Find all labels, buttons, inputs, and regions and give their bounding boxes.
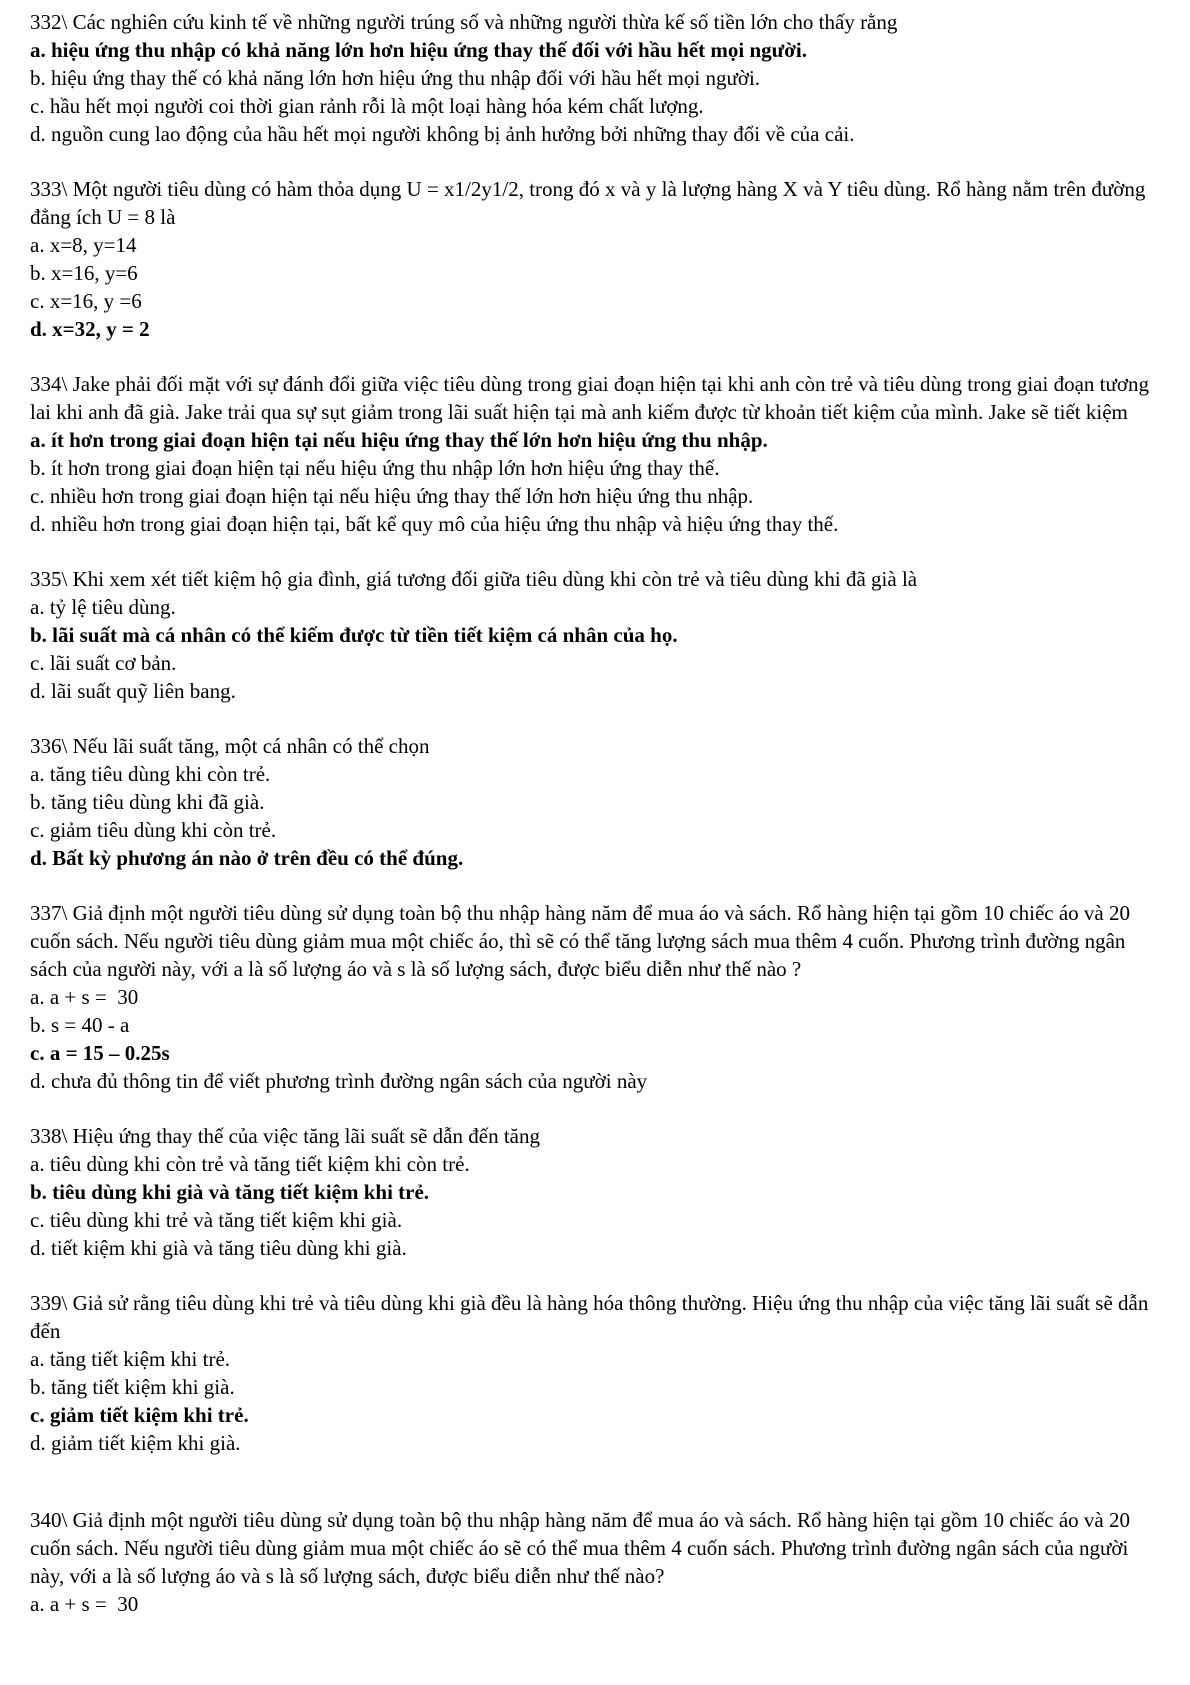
question-prompt: 338\ Hiệu ứng thay thế của việc tăng lãi suất sẽ dẫn đến tăng (30, 1124, 540, 1148)
answer-option-339-a: a. tăng tiết kiệm khi trẻ. (30, 1347, 231, 1371)
answer-option-335-a: a. tỷ lệ tiêu dùng. (30, 595, 176, 619)
question-337 (30, 899, 1164, 1095)
answer-option-335-b: b. lãi suất mà cá nhân có thể kiếm được từ tiền tiết kiệm cá nhân của họ. (30, 623, 678, 647)
answer-option-332-b: b. hiệu ứng thay thế có khả năng lớn hơn hiệu ứng thu nhập đối với hầu hết mọi người. (30, 66, 761, 90)
answer-option-334-d: d. nhiều hơn trong giai đoạn hiện tại, bất kể quy mô của hiệu ứng thu nhập và hiệu ứng thay thế. (30, 512, 839, 536)
answer-option-339-b: b. tăng tiết kiệm khi già. (30, 1375, 235, 1399)
answer-option-336-b: b. tăng tiêu dùng khi đã già. (30, 790, 265, 814)
question-prompt: 334\ Jake phải đối mặt với sự đánh đổi giữa việc tiêu dùng trong giai đoạn hiện tại khi anh còn trẻ và tiêu dùng trong giai đoạn tương lai khi anh đã già. Jake trải qua sự sụt giảm trong lãi suất hiện tại mà anh kiếm được từ khoản tiết kiệm của mình. Jake sẽ tiết kiệm (30, 372, 1149, 424)
answer-option-334-c: c. nhiều hơn trong giai đoạn hiện tại nếu hiệu ứng thay thế lớn hơn hiệu ứng thu nhập. (30, 484, 754, 508)
answer-option-337-b: b. s = 40 - a (30, 1013, 130, 1037)
question-340 (30, 1506, 1164, 1618)
question-prompt: 335\ Khi xem xét tiết kiệm hộ gia đình, giá tương đối giữa tiêu dùng khi còn trẻ và tiêu dùng khi đã già là (30, 567, 918, 591)
answer-option-338-b: b. tiêu dùng khi già và tăng tiết kiệm khi trẻ. (30, 1180, 430, 1204)
question-prompt: 337\ Giả định một người tiêu dùng sử dụng toàn bộ thu nhập hàng năm để mua áo và sách. Rổ hàng hiện tại gồm 10 chiếc áo và 20 cuốn sách. Nếu người tiêu dùng giảm mua một chiếc áo, thì sẽ có thể tăng lượng sách mua thêm 4 cuốn. Phương trình đường ngân sách của người này, với a là số lượng áo và s là số lượng sách, được biểu diễn như thế nào ? (30, 901, 1130, 981)
answer-option-335-d: d. lãi suất quỹ liên bang. (30, 679, 236, 703)
question-339 (30, 1289, 1164, 1457)
answer-option-335-c: c. lãi suất cơ bản. (30, 651, 177, 675)
question-338 (30, 1122, 1164, 1262)
answer-option-336-c: c. giảm tiêu dùng khi còn trẻ. (30, 818, 277, 842)
question-332 (30, 8, 1164, 148)
question-334 (30, 370, 1164, 538)
answer-option-338-d: d. tiết kiệm khi già và tăng tiêu dùng khi già. (30, 1236, 407, 1260)
answer-option-332-c: c. hầu hết mọi người coi thời gian rảnh rỗi là một loại hàng hóa kém chất lượng. (30, 94, 704, 118)
answer-option-339-d: d. giảm tiết kiệm khi già. (30, 1431, 241, 1455)
answer-option-334-b: b. ít hơn trong giai đoạn hiện tại nếu hiệu ứng thu nhập lớn hơn hiệu ứng thay thế. (30, 456, 720, 480)
answer-option-332-d: d. nguồn cung lao động của hầu hết mọi người không bị ảnh hưởng bởi những thay đổi về của cải. (30, 122, 855, 146)
answer-option-338-c: c. tiêu dùng khi trẻ và tăng tiết kiệm khi già. (30, 1208, 403, 1232)
question-333 (30, 175, 1164, 343)
question-335 (30, 565, 1164, 705)
answer-option-336-a: a. tăng tiêu dùng khi còn trẻ. (30, 762, 271, 786)
answer-option-337-a: a. a + s = 30 (30, 985, 139, 1009)
question-prompt: 339\ Giả sử rằng tiêu dùng khi trẻ và tiêu dùng khi già đều là hàng hóa thông thường. Hiệu ứng thu nhập của việc tăng lãi suất sẽ dẫn đến (30, 1291, 1149, 1343)
answer-option-333-c: c. x=16, y =6 (30, 289, 142, 313)
question-prompt: 336\ Nếu lãi suất tăng, một cá nhân có thể chọn (30, 734, 430, 758)
answer-option-337-d: d. chưa đủ thông tin để viết phương trình đường ngân sách của người này (30, 1069, 648, 1093)
answer-option-336-d: d. Bất kỳ phương án nào ở trên đều có thể đúng. (30, 846, 464, 870)
answer-option-333-b: b. x=16, y=6 (30, 261, 138, 285)
answer-option-337-c: c. a = 15 – 0.25s (30, 1041, 170, 1065)
answer-option-339-c: c. giảm tiết kiệm khi trẻ. (30, 1403, 249, 1427)
answer-option-332-a: a. hiệu ứng thu nhập có khả năng lớn hơn hiệu ứng thay thế đối với hầu hết mọi người. (30, 38, 807, 62)
answer-option-333-a: a. x=8, y=14 (30, 233, 137, 257)
answer-option-340-a: a. a + s = 30 (30, 1592, 139, 1616)
question-prompt: 340\ Giả định một người tiêu dùng sử dụng toàn bộ thu nhập hàng năm để mua áo và sách. Rổ hàng hiện tại gồm 10 chiếc áo và 20 cuốn sách. Nếu người tiêu dùng giảm mua một chiếc áo sẽ có thể mua thêm 4 cuốn sách. Phương trình đường ngân sách của người này, với a là số lượng áo và s là số lượng sách, được biểu diễn như thế nào? (30, 1508, 1130, 1588)
question-336 (30, 732, 1164, 872)
answer-option-334-a: a. ít hơn trong giai đoạn hiện tại nếu hiệu ứng thay thế lớn hơn hiệu ứng thu nhập. (30, 428, 768, 452)
answer-option-338-a: a. tiêu dùng khi còn trẻ và tăng tiết kiệm khi còn trẻ. (30, 1152, 470, 1176)
answer-option-333-d: d. x=32, y = 2 (30, 317, 150, 341)
question-prompt: 332\ Các nghiên cứu kinh tế về những người trúng số và những người thừa kế số tiền lớn cho thấy rằng (30, 10, 898, 34)
question-prompt: 333\ Một người tiêu dùng có hàm thỏa dụng U = x1/2y1/2, trong đó x và y là lượng hàng X và Y tiêu dùng. Rổ hàng nằm trên đường đẳng ích U = 8 là (30, 177, 1146, 229)
